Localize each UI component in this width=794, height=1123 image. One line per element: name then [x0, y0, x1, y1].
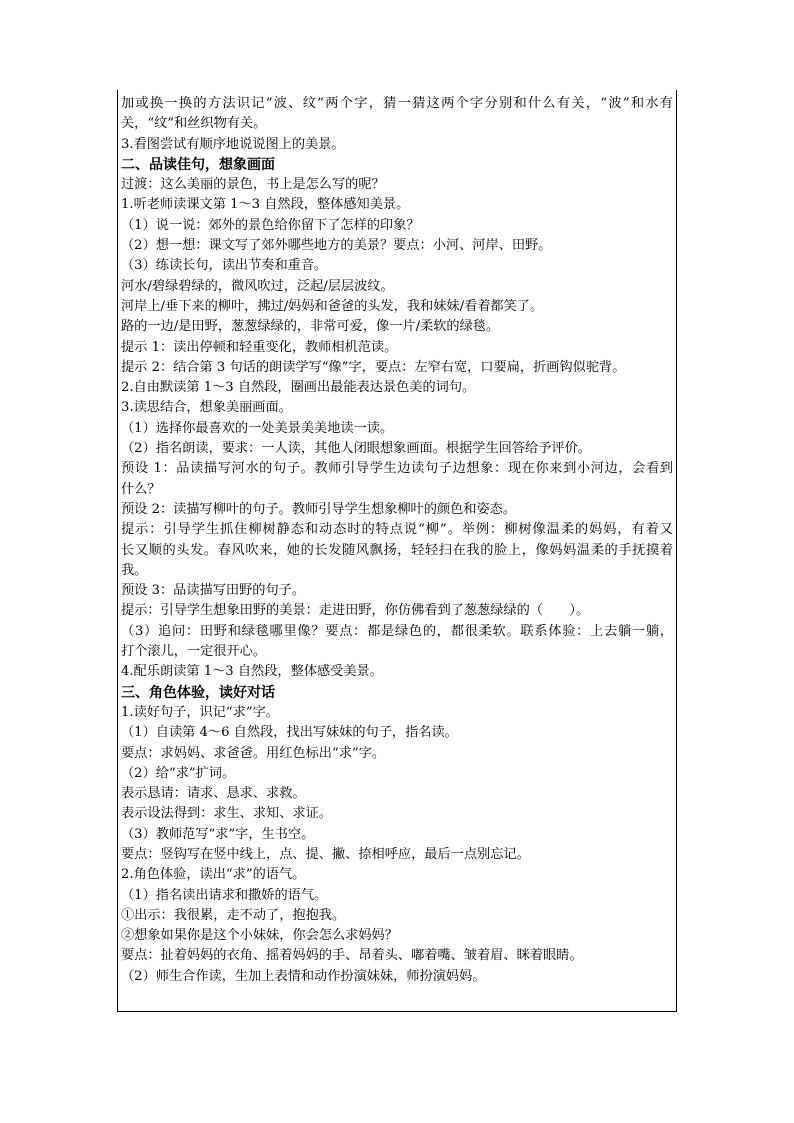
text-line: 1.听老师读课文第 1～3 自然段，整体感知美景。 [121, 197, 410, 213]
text-line: 4.配乐朗读第 1～3 自然段，整体感受美景。 [121, 664, 383, 680]
text-line: 3.看图尝试有顺序地说说图上的美景。 [121, 136, 345, 152]
text-line: ①出示：我很累，走不动了，抱抱我。 [121, 907, 346, 923]
text-line: 过渡：这么美丽的景色，书上是怎么写的呢？ [121, 177, 385, 193]
text-line: 3.读思结合，想象美丽画面。 [121, 400, 292, 416]
text-line: （2）给“求”扩词。 [121, 765, 236, 781]
text-line: 加或换一换的方法识记“波、纹”两个字，猜一猜这两个字分别和什么有关，“波”和水有 [121, 96, 673, 111]
text-line: 什么？ [121, 481, 161, 497]
text-line: 长又顺的头发。春风吹来，她的长发随风飘扬，轻轻扫在我的脸上，像妈妈温柔的手抚摸着 [121, 542, 673, 558]
text-line: 我。 [121, 562, 148, 578]
text-line: 路的一边/是田野，葱葱绿绿的，非常可爱，像一片/柔软的绿毯。 [121, 319, 500, 335]
section-heading: 三、角色体验，读好对话 [121, 684, 275, 701]
text-line: 提示 2：结合第 3 句话的朗读学写“像”字，要点：左窄右宽，口要扁，折画钩似驼背。 [121, 359, 626, 375]
text-line: 要点：竖钩写在竖中线上，点、提、撇、捺相呼应，最后一点别忘记。 [121, 846, 530, 862]
section-heading: 二、品读佳句，想象画面 [121, 156, 275, 173]
text-line: 提示 1：读出停顿和轻重变化，教师相机范读。 [121, 339, 398, 355]
text-line: （2）想一想：课文写了郊外哪些地方的美景？要点：小河、河岸、田野。 [121, 238, 552, 254]
text-line: 2.自由默读第 1～3 自然段，圈画出最能表达景色美的词句。 [121, 380, 476, 396]
text-line: 表示设法得到：求生、求知、求证。 [121, 806, 332, 822]
text-line: ②想象如果你是这个小妹妹，你会怎么求妈妈？ [121, 928, 398, 944]
text-line: 要点：求妈妈、求爸爸。用红色标出“求”字。 [121, 745, 386, 761]
text-line: 预设 3：品读描写田野的句子。 [121, 583, 306, 599]
text-line: 预设 2：读描写柳叶的句子。教师引导学生想象柳叶的颜色和姿态。 [121, 501, 517, 517]
text-line: （3）追问：田野和绿毯哪里像？要点：都是绿色的，都很柔软。联系体验：上去躺一躺， [121, 623, 673, 639]
text-line: （3）练读长句，读出节奏和重音。 [121, 258, 328, 274]
lesson-plan-table-cell [117, 90, 677, 1012]
text-line: （2）师生合作读，生加上表情和动作扮演妹妹，师扮演妈妈。 [121, 968, 486, 984]
text-line: （1）自读第 4～6 自然段，找出写妹妹的句子，指名读。 [121, 725, 458, 741]
text-line: 打个滚儿，一定很开心。 [121, 644, 267, 660]
text-line: （1）指名读出请求和撒娇的语气。 [121, 887, 328, 903]
text-line: 关，“纹”和丝织物有关。 [121, 116, 267, 132]
text-line: 表示恳请：请求、恳求、求救。 [121, 786, 306, 802]
text-line: （3）教师范写“求”字，生书空。 [121, 826, 315, 842]
text-line: 河岸上/垂下来的柳叶，拂过/妈妈和爸爸的头发，我和妹妹/看着都笑了。 [121, 298, 544, 314]
text-line: （1）说一说：郊外的景色给你留下了怎样的印象？ [121, 217, 420, 233]
text-line: （1）选择你最喜欢的一处美景美美地读一读。 [121, 420, 394, 436]
text-line: （2）指名朗读，要求：一人读，其他人闭眼想象画面。根据学生回答给予评价。 [121, 441, 591, 457]
text-line: 要点：扯着妈妈的衣角、摇着妈妈的手、昂着头、嘟着嘴、皱着眉、眯着眼睛。 [121, 948, 583, 964]
text-line: 提示：引导学生想象田野的美景：走进田野，你仿佛看到了葱葱绿绿的（ ）。 [121, 603, 590, 619]
text-line: 2.角色体验，读出“求”的语气。 [121, 867, 306, 883]
text-line: 提示：引导学生抓住柳树静态和动态时的特点说“柳”。举例：柳树像温柔的妈妈，有着又 [121, 522, 673, 538]
text-line: 河水/碧绿碧绿的，微风吹过，泛起/层层波纹。 [121, 278, 394, 294]
text-line: 1.读好句子，识记“求”字。 [121, 704, 279, 720]
text-line: 预设 1：品读描写河水的句子。教师引导学生边读句子边想象：现在你来到小河边，会看到 [121, 461, 673, 477]
